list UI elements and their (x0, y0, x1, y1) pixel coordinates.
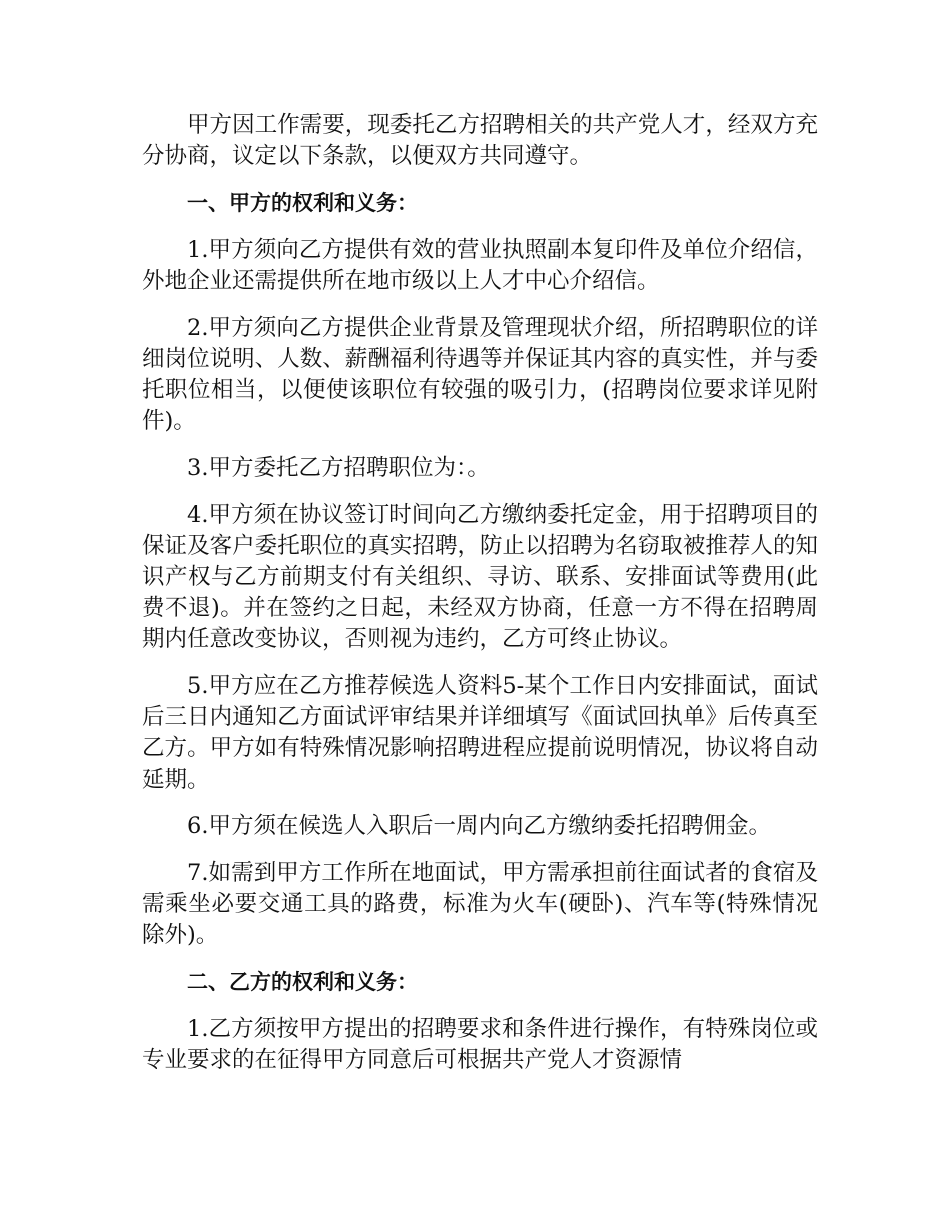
section-party-a (142, 188, 818, 952)
section-heading-party-a: 一、甲方的权利和义务： (187, 190, 418, 215)
clause-a-4: 4.甲方须在协议签订时间向乙方缴纳委托定金，用于招聘项目的保证及客户委托职位的真实招聘，防止以招聘为名窃取被推荐人的知识产权与乙方前期支付有关组织、寻访、联系、安排面试等费用(此费不退)。并在签约之日起，未经双方协商，任意一方不得在招聘周期内任意改变协议，否则视为违约，乙方可终止协议。 (142, 501, 818, 653)
clause-a-7: 7.如需到甲方工作所在地面试，甲方需承担前往面试者的食宿及需乘坐必要交通工具的路费，标准为火车(硬卧)、汽车等(特殊情况除外)。 (142, 860, 818, 949)
clause-a-2: 2.甲方须向乙方提供企业背景及管理现状介绍，所招聘职位的详细岗位说明、人数、薪酬福利待遇等并保证其内容的真实性，并与委托职位相当，以便使该职位有较强的吸引力，(招聘岗位要求详见附件)。 (142, 314, 818, 435)
clause-a-3: 3.甲方委托乙方招聘职位为：。 (187, 454, 490, 481)
intro-paragraph: 甲方因工作需要，现委托乙方招聘相关的共产党人才，经双方充分协商，议定以下条款，以便双方共同遵守。 (142, 112, 818, 170)
clause-a-6: 6.甲方须在候选人入职后一周内向乙方缴纳委托招聘佣金。 (187, 813, 771, 840)
section-party-b (142, 967, 818, 1076)
clause-a-5: 5.甲方应在乙方推荐候选人资料5-某个工作日内安排面试，面试后三日内通知乙方面试评审结果并详细填写《面试回执单》后传真至乙方。甲方如有特殊情况影响招聘进程应提前说明情况，协议将自动延期。 (142, 673, 818, 793)
clause-b-1: 1.乙方须按甲方提出的招聘要求和条件进行操作，有特殊岗位或专业要求的在征得甲方同意后可根据共产党人才资源情 (142, 1015, 818, 1074)
section-heading-party-b: 二、乙方的权利和义务： (187, 970, 418, 995)
clause-a-1: 1.甲方须向乙方提供有效的营业执照副本复印件及单位介绍信，外地企业还需提供所在地市级以上人才中心介绍信。 (142, 236, 818, 294)
document-page (142, 110, 818, 1092)
